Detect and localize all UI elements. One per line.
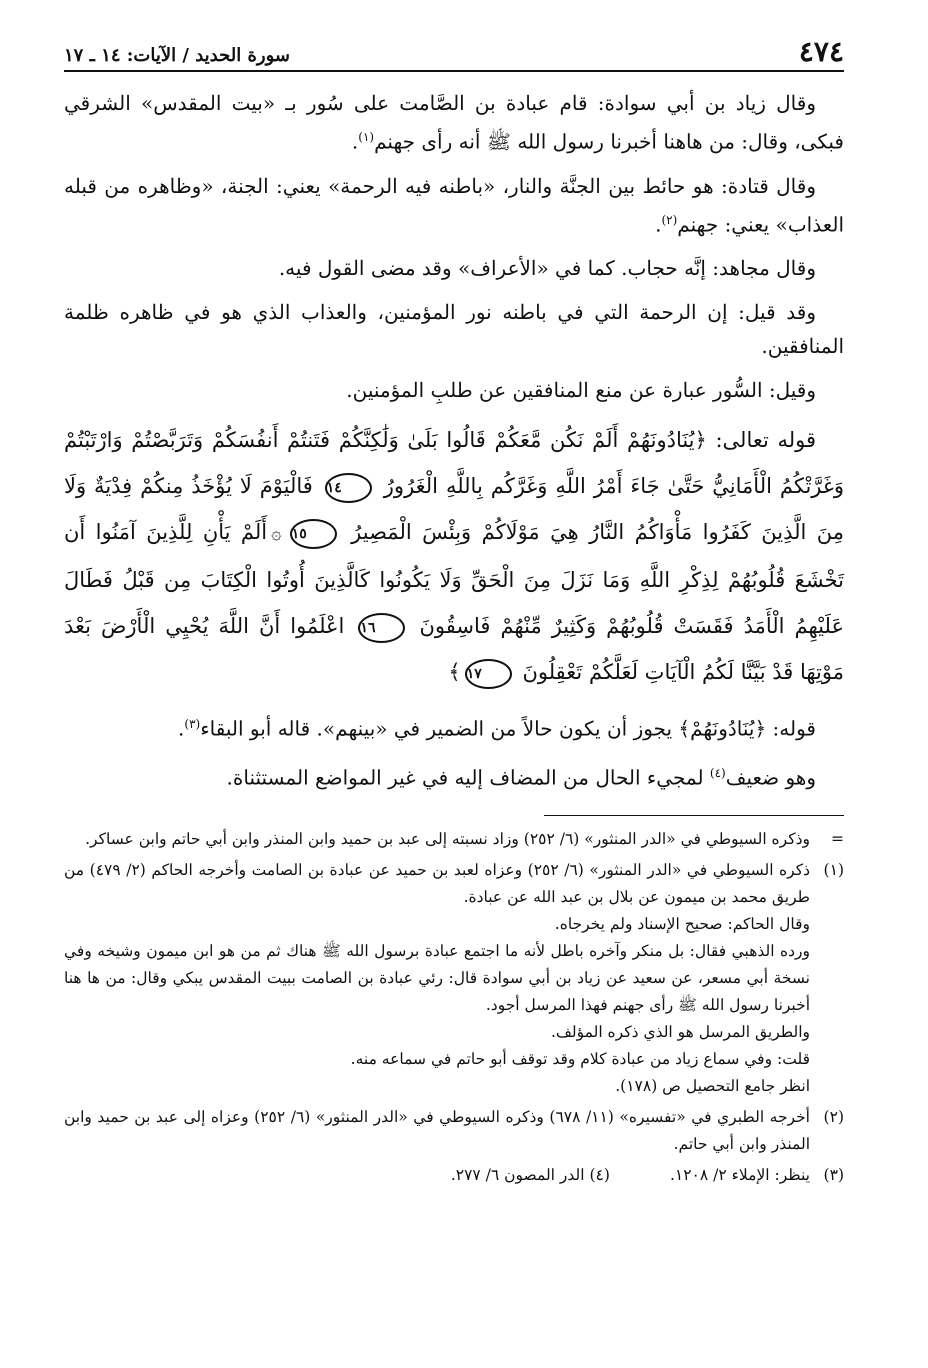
footnote-divider: [544, 815, 844, 816]
main-text: [64, 86, 844, 795]
quran-close: ﴾: [448, 660, 461, 685]
verse-text: أَلَمْ يَأْنِ لِلَّذِينَ آمَنُوا أَن تَخْشَعَ قُلُوبُهُمْ لِذِكْرِ اللَّهِ وَمَا نَزَلَ مِنَ الْحَقِّ وَلَا يَكُونُوا كَالَّذِينَ أُوتُوا الْكِتَابَ مِن قَبْلُ فَطَالَ عَلَيْهِمُ الْأَمَدُ فَقَسَتْ قُلُوبُهُمْ وَكَثِيرٌ مِّنْهُمْ فَاسِقُونَ: [64, 520, 844, 639]
paragraph-rahma: وقد قيل: إن الرحمة التي في باطنه نور المؤمنين، والعذاب الذي هو في ظاهره ظلمة المنافقين.: [64, 300, 844, 359]
page-number: ٤٧٤: [798, 35, 844, 68]
footnote-ref[interactable]: (٣): [184, 717, 201, 732]
paragraph-yunadunahum: [64, 707, 844, 746]
footnote-mark: =: [831, 829, 844, 848]
footnote-3-4: [64, 1162, 844, 1189]
footnote-text: وقال الحاكم: صحيح الإسناد ولم يخرجاه.: [554, 914, 810, 933]
footnote-text: ذكره السيوطي في «الدر المنثور» (٦/ ٢٥٢) وعزاه لعبد بن حميد عن عبادة بن الصامت وأخرجه الحاكم (٢/ ٤٧٩) من طريق محمد بن ميمون عن بلال بن عبد الله عن عبادة.: [64, 860, 811, 906]
footnote-text: قلت: وفي سماع زياد من عبادة كلام وقد توقف أبو حاتم في سماعه منه.: [350, 1049, 810, 1068]
footnote-mark: (٢): [823, 1107, 844, 1126]
footnote-text: ينظر: الإملاء ٢/ ١٢٠٨.: [669, 1165, 810, 1184]
paragraph-sur: وقيل: السُّور عبارة عن منع المنافقين عن طلبِ المؤمنين.: [346, 378, 816, 403]
footnote-1: [64, 857, 844, 1100]
footnote-ref[interactable]: (٢): [661, 212, 678, 227]
paragraph-end: .: [178, 716, 185, 741]
footnotes: [64, 826, 844, 1189]
verse-number-15: ١٥: [290, 519, 337, 549]
footnote-text: والطريق المرسل هو الذي ذكره المؤلف.: [550, 1022, 810, 1041]
hizb-star-icon: ۞: [271, 523, 282, 545]
footnote-text: أخرجه الطبري في «تفسيره» (١١/ ٦٧٨) وذكره السيوطي في «الدر المنثور» (٦/ ٢٥٢) وعزاه إلى عبد بن حميد وابن المنذر وابن أبي حاتم.: [64, 1107, 810, 1153]
paragraph-mujahid: وقال مجاهد: إنَّه حجاب. كما في «الأعراف» وقد مضى القول فيه.: [278, 256, 816, 281]
page-header: [64, 34, 844, 72]
paragraph-qatada: وقال قتادة: هو حائط بين الجنَّة والنار، «باطنه فيه الرحمة» يعني: الجنة، «وظاهره من قبله العذاب» يعني: جهنم$^{(٢)}$.: [64, 173, 844, 237]
paragraph-text: وقال زياد بن أبي سوادة: قام عبادة بن الصَّامت على سُور بـ «بيت المقدس» الشرقي فبكى، وقال: من هاهنا أخبرنا رسول الله ﷺ أنه رأى جهنم: [64, 91, 844, 154]
paragraph-text: قوله: ﴿يُنَادُونَهُمْ﴾ يجوز أن يكون حالاً من الضمير في «بينهم». قاله أبو البقاء: [200, 716, 816, 741]
paragraph-text: وقال قتادة: هو حائط بين الجنَّة والنار، «باطنه فيه الرحمة» يعني: الجنة، «وظاهره من قبله العذاب» يعني: جهنم: [64, 173, 844, 237]
paragraph-text: لمجيء الحال من المضاف إليه في غير المواضع المستثناة.: [226, 765, 710, 790]
footnote-continued: [64, 826, 844, 853]
verse-number-17: ١٧: [465, 659, 512, 689]
footnote-text: وذكره السيوطي في «الدر المنثور» (٦/ ٢٥٢) وزاد نسبته إلى عبد بن حميد وابن المنذر وابن أبي حاتم وابن عساكر.: [85, 829, 810, 848]
footnote-text: انظر جامع التحصيل ص (١٧٨).: [615, 1076, 810, 1095]
footnote-2: [64, 1104, 844, 1158]
paragraph-text: وهو ضعيف: [725, 765, 816, 790]
verse-text: يُنَادُونَهُمْ أَلَمْ نَكُن مَّعَكُمْ قَالُوا بَلَىٰ وَلَٰكِنَّكُمْ فَتَنتُمْ أَنفُسَكُمْ وَتَرَبَّصْتُمْ وَارْتَبْتُمْ وَغَرَّتْكُمُ الْأَمَانِيُّ حَتَّىٰ جَاءَ أَمْرُ اللَّهِ وَغَرَّكُم بِاللَّهِ الْغَرُورُ: [64, 428, 844, 499]
verse-number-14: ١٤: [325, 473, 372, 503]
verse-text: اعْلَمُوا أَنَّ اللَّهَ يُحْيِي الْأَرْضَ بَعْدَ مَوْتِهَا قَدْ بَيَّنَّا لَكُمُ الْآيَاتِ لَعَلَّكُمْ تَعْقِلُونَ: [64, 614, 844, 685]
footnote-text: ورده الذهبي فقال: بل منكر وآخره باطل لأنه ما اجتمع عبادة برسول الله ﷺ هناك ثم من هو ابن ميمون وشيخه وفي نسخة أبي مسعر، عن سعيد عن زياد بن أبي سوادة قال: رئي عبادة بن الصامت ببيت المقدس يبكي وقال: من ها هنا أخبرنا رسول الله ﷺ رأى جهنم فهذا المرسل أجود.: [64, 941, 810, 1014]
paragraph-daif: [64, 756, 844, 795]
quran-passage: [64, 417, 844, 695]
footnote-mark: (٣): [823, 1165, 844, 1184]
footnote-ref[interactable]: (١): [358, 130, 375, 144]
verse-text: فَالْيَوْمَ لَا يُؤْخَذُ مِنكُمْ فِدْيَةٌ وَلَا مِنَ الَّذِينَ كَفَرُوا مَأْوَاكُمُ النَّارُ هِيَ مَوْلَاكُمْ وَبِئْسَ الْمَصِيرُ: [64, 474, 845, 545]
footnote-text: (٤) الدر المصون ٦/ ٢٧٧.: [450, 1165, 610, 1184]
footnote-mark: (١): [823, 860, 844, 879]
running-title: سورة الحديد / الآيات: ١٤ ـ ١٧: [64, 45, 291, 66]
footnote-ref[interactable]: (٤): [709, 765, 726, 780]
quran-intro: قوله تعالى: ﴿: [694, 428, 816, 453]
paragraph-ziyad: وقال زياد بن أبي سوادة: قام عبادة بن الصَّامت على سُور بـ «بيت المقدس» الشرقي فبكى، وقال: من هاهنا أخبرنا رسول الله ﷺ أنه رأى جهنم$^{(١)}$.: [64, 91, 844, 154]
verse-number-16: ١٦: [358, 613, 405, 643]
